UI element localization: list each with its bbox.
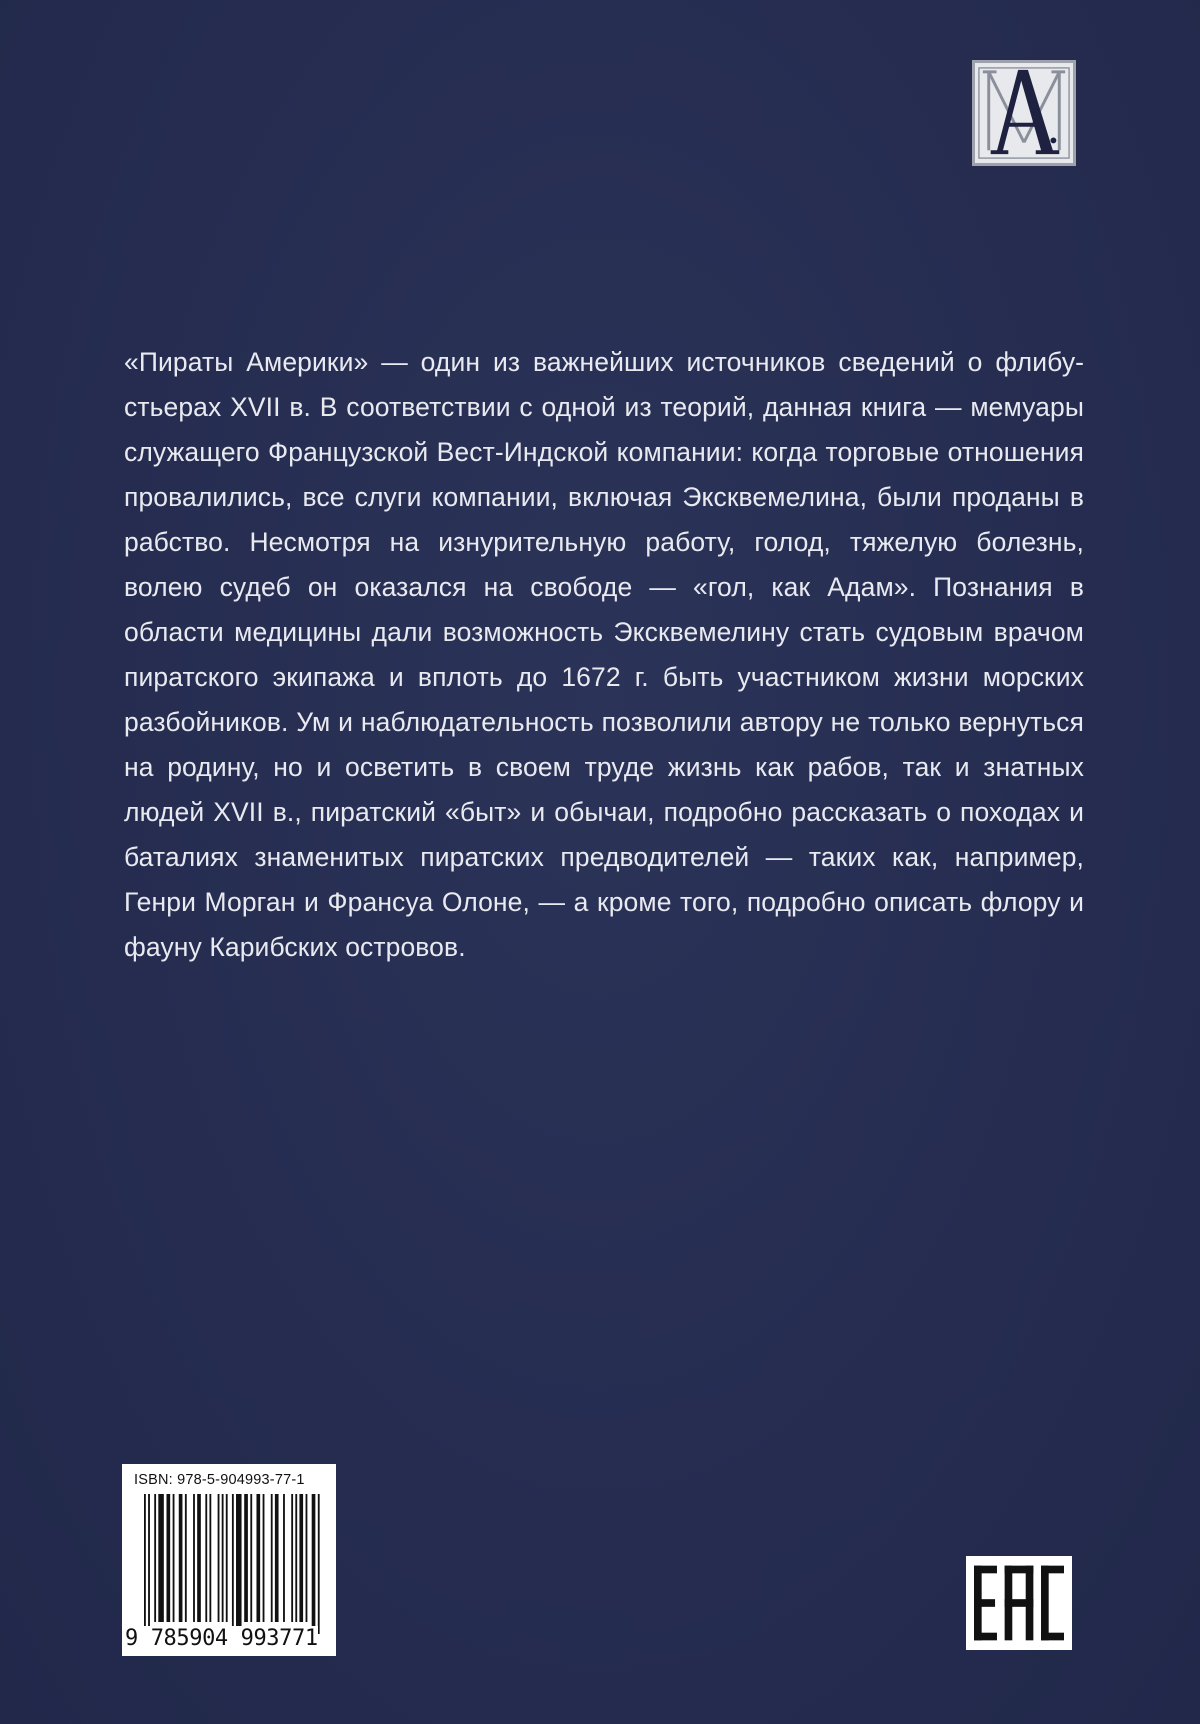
isbn-barcode — [122, 1464, 336, 1656]
publisher-monogram-icon — [975, 63, 1073, 163]
barcode-bars-icon — [144, 1494, 326, 1634]
barcode-digits: 9 785904 993771 — [125, 1626, 318, 1651]
eac-certification-mark — [966, 1556, 1072, 1650]
book-description: «Пираты Америки» — один из важнейших источников сведений о флибустьерах XVII в. В соответствии с одной из теорий, данная книга — мемуары служащего Французской Вест-Индской компании: когда торговые отношения провалились, все слуги компании, включая Эксквемелина, были проданы в рабство. Несмотря на изнурительную работу, голод, тяжелую болезнь, волею судеб он оказался на свободе — «гол, как Адам». Познания в области медицины дали возможность Эксквемелину стать судовым врачом пиратского экипажа и вплоть до 1672 г. быть участником жизни морских разбойников. Ум и наблюдательность позволили автору не только вернуться на родину, но и осветить в своем труде жизнь как рабов, так и знатных людей XVII в., пиратский «быт» и обычаи, подробно рассказать о походах и баталиях знаменитых пиратских предводителей — таких как, например, Генри Морган и Франсуа Олоне, — а кроме того, подробно описать флору и фауну Карибских островов. — [124, 347, 1084, 962]
eac-mark-icon — [968, 1558, 1070, 1648]
publisher-logo — [972, 60, 1076, 166]
isbn-label: ISBN: 978-5-904993-77-1 — [134, 1472, 305, 1488]
